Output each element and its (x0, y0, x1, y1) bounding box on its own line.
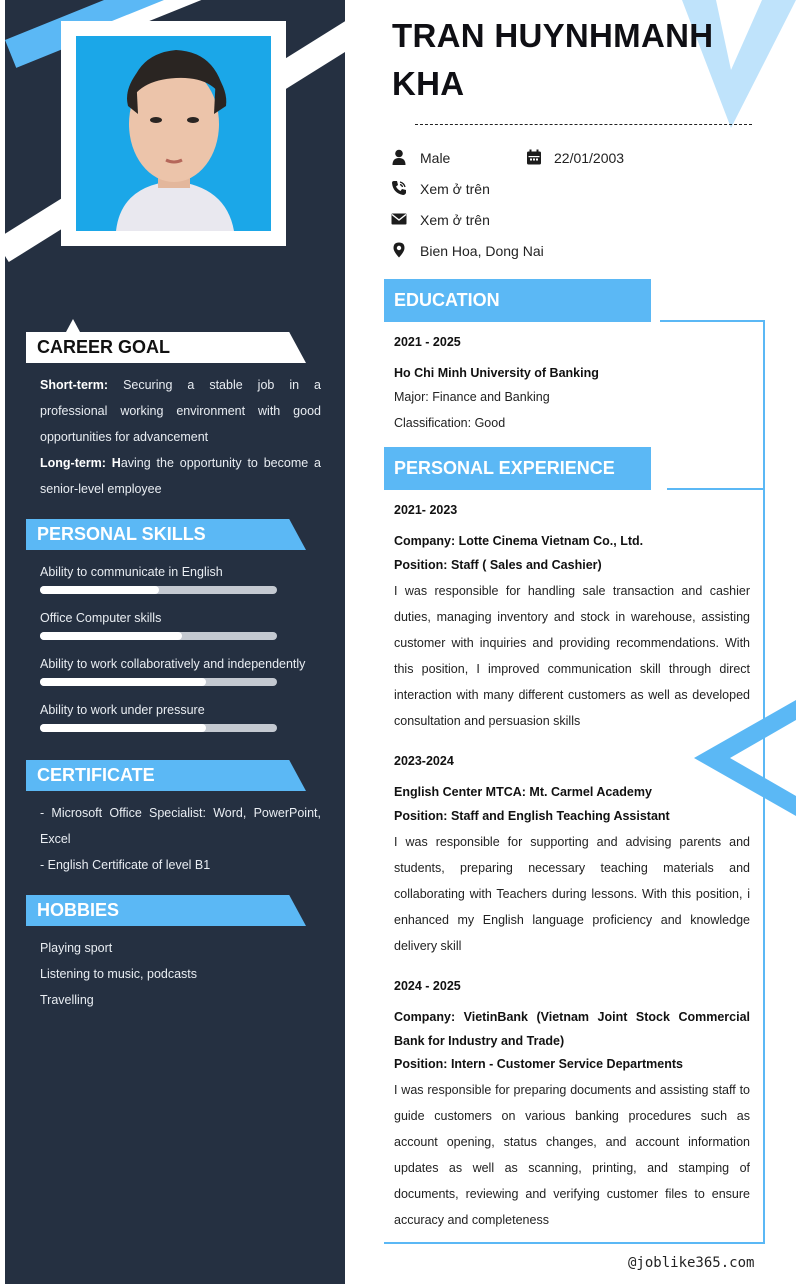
gender-value: Male (420, 150, 451, 166)
career-goal-header (26, 332, 306, 363)
skill-item (40, 610, 330, 626)
skill-item (40, 702, 330, 718)
skill-item (40, 564, 330, 580)
job-position: Position: Staff ( Sales and Cashier) (394, 558, 602, 572)
map-pin-icon (391, 242, 407, 258)
short-term-text: Securing a stable job in a professional working environment with good opportunities for advancement (40, 378, 321, 444)
profile-photo (76, 36, 271, 231)
candidate-name: TRAN HUYNHMANH KHA (392, 17, 714, 102)
certificate-header (26, 760, 306, 791)
hobby-item: Travelling (40, 993, 94, 1007)
hobby-item: Listening to music, podcasts (40, 967, 198, 981)
skill-bar-fill (40, 724, 206, 732)
skill-label: Ability to work under pressure (40, 703, 205, 717)
career-goal-long-term (40, 450, 321, 502)
certificate-item: - Microsoft Office Specialist: Word, PowerPoint, Excel (40, 806, 321, 846)
name-divider (415, 124, 752, 125)
short-term-label: Short-term: (40, 378, 109, 392)
calendar-icon (526, 149, 542, 165)
experience-frame-right (763, 488, 765, 1243)
long-term-text: aving the opportunity to become a senior-level employee (40, 456, 321, 496)
phone-icon (391, 180, 407, 196)
birth-date-value: 22/01/2003 (554, 150, 625, 166)
certificate-title: CERTIFICATE (37, 765, 155, 785)
hobby-item: Playing sport (40, 941, 113, 955)
experience-frame-bottom (384, 1242, 765, 1244)
skill-bar-track (40, 724, 277, 732)
phone-value: Xem ở trên (420, 181, 490, 197)
job-period: 2024 - 2025 (394, 979, 461, 993)
certificate-item: - English Certificate of level B1 (40, 858, 211, 872)
experience-frame-top (667, 488, 765, 490)
long-term-label: Long-term: H (40, 456, 121, 470)
education-school: Ho Chi Minh University of Banking (394, 366, 599, 380)
skill-item (40, 656, 330, 672)
education-period: 2021 - 2025 (394, 335, 461, 349)
location-value: Bien Hoa, Dong Nai (420, 243, 544, 259)
portrait-illustration (76, 36, 271, 231)
skills-header (26, 519, 306, 550)
skill-bar-fill (40, 586, 159, 594)
job-description: I was responsible for preparing documents and assisting staff to guide customers on various banking procedures such as account opening, status changes, and account information updates as well as scanning, printing, and stamping of documents, reviewing and verifying customer files to ensure accuracy and completeness (394, 1083, 750, 1227)
profile-photo-frame (61, 21, 286, 246)
education-classification: Classification: Good (394, 416, 506, 430)
education-major: Major: Finance and Banking (394, 390, 550, 404)
skill-bar-track (40, 632, 277, 640)
job-company: Company: Lotte Cinema Vietnam Co., Ltd. (394, 534, 644, 548)
hobbies-header (26, 895, 306, 926)
skill-label: Ability to communicate in English (40, 565, 223, 579)
education-header: EDUCATION (384, 279, 651, 322)
hobbies-title: HOBBIES (37, 900, 120, 920)
job-position: Position: Intern - Customer Service Departments (394, 1057, 683, 1071)
career-goal-title: CAREER GOAL (37, 337, 171, 357)
job-company: English Center MTCA: Mt. Carmel Academy (394, 785, 652, 799)
skill-bar-fill (40, 632, 182, 640)
envelope-icon (391, 211, 407, 227)
skills-title: PERSONAL SKILLS (37, 524, 206, 544)
skill-label: Ability to work collaboratively and independently (40, 657, 306, 671)
email-value: Xem ở trên (420, 212, 490, 228)
skill-label: Office Computer skills (40, 611, 162, 625)
career-goal-short-term (40, 372, 321, 450)
career-goal-notch (66, 319, 80, 332)
person-icon (391, 149, 407, 165)
skill-bar-fill (40, 678, 206, 686)
job-position: Position: Staff and English Teaching Assistant (394, 809, 670, 823)
job-period: 2021- 2023 (394, 503, 458, 517)
skill-bar-track (40, 586, 277, 594)
education-frame-right (763, 320, 765, 490)
job-company: Company: VietinBank (Vietnam Joint Stock Commercial Bank for Industry and Trade) (394, 1010, 750, 1048)
job-description: I was responsible for handling sale transaction and cashier duties, managing inventory and stock in warehouse, assisting customer with inquiries and providing recommendations. With this position, I improved communication skill through direct interaction with many different customers as well as developed consultation and persuasion skills (394, 584, 750, 728)
job-period: 2023-2024 (394, 754, 454, 768)
footer-watermark: @joblike365.com (628, 1255, 755, 1271)
experience-header: PERSONAL EXPERIENCE (384, 447, 651, 490)
education-frame-top (660, 320, 765, 322)
job-description: I was responsible for supporting and advising parents and students, preparing necessary teaching materials and collaborating with Teachers during lessons. With this position, i enhanced my English language proficiency and knowledge delivery skill (394, 835, 750, 953)
skill-bar-track (40, 678, 277, 686)
